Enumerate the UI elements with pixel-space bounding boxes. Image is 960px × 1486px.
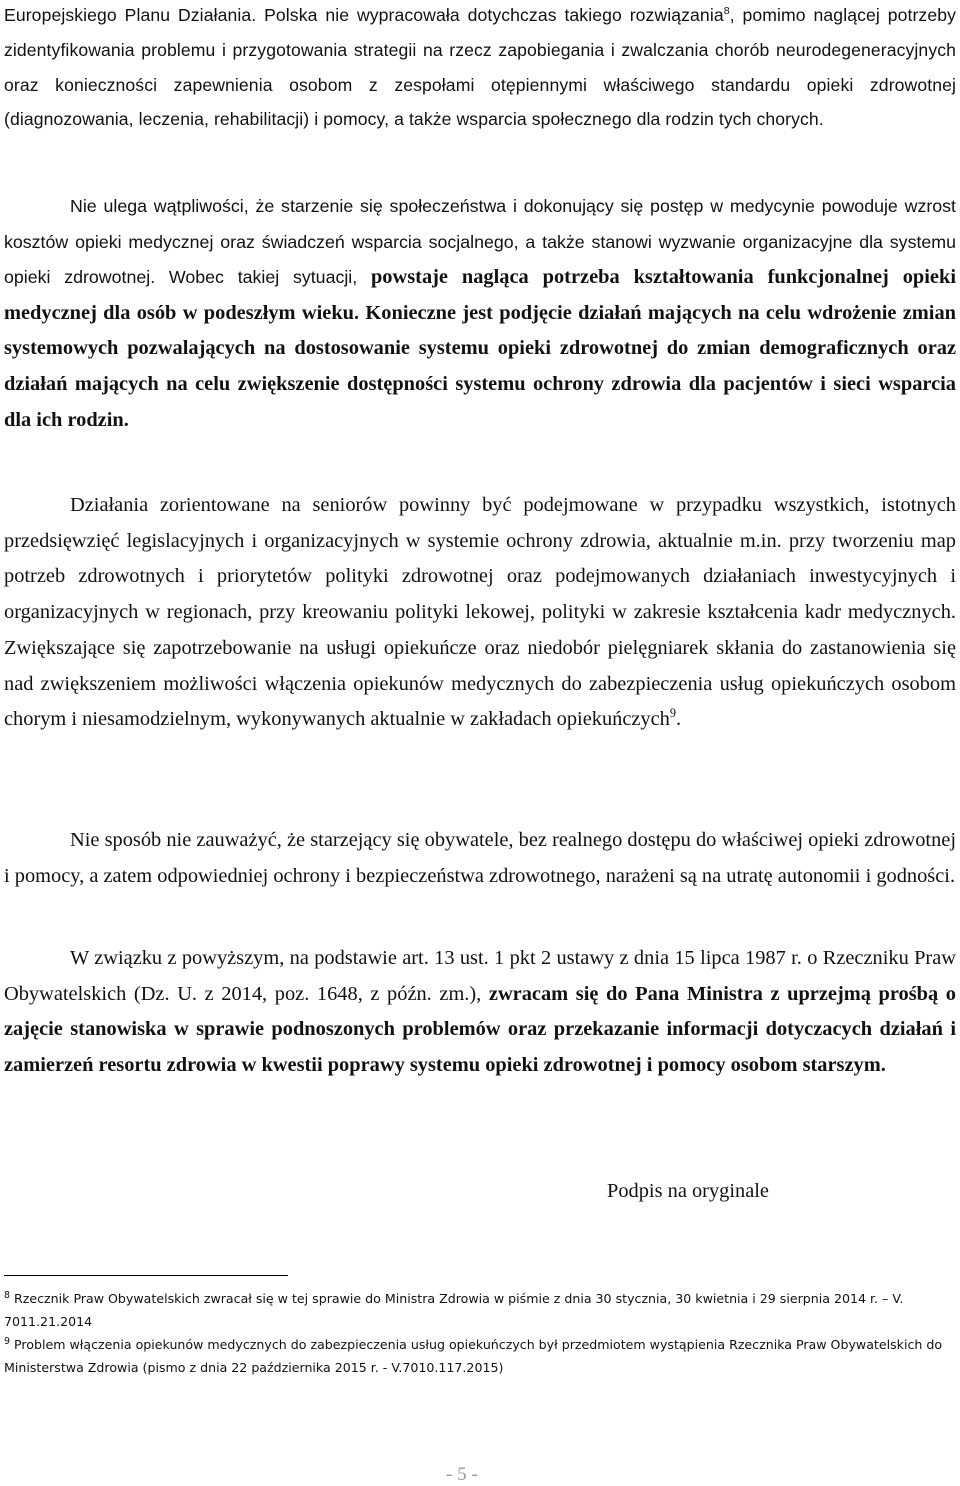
paragraph-2-text: Nie ulega wątpliwości, że starzenie się społeczeństwa i dokonujący się postęp w medycynie powoduje wzrost kosztów opieki medycznej oraz świadczeń wsparcia socjalnego, a także stanowi wyzwanie organizacyjne dla systemu opieki zdrowotnej. Wobec takiej sytuacji, [4,196,956,288]
footnote-9-number: 9 [4,1335,11,1347]
footnote-ref-8[interactable]: 8 [723,5,730,18]
paragraph-1 [4,0,956,137]
paragraph-1-text: Europejskiego Planu Działania. Polska nie wypracowała dotychczas takiego rozwiązania [4,5,724,25]
paragraph-3-text: Działania zorientowane na seniorów powinny być podejmowane w przypadku wszystkich, istotnych przedsięwzięć legislacyjnych i organizacyjnych w systemie ochrony zdrowia, aktualnie m.in. przy tworzeniu map potrzeb zdrowotnych i priorytetów polityki zdrowotnej oraz podejmowanych działaniach inwestycyjnych i organizacyjnych w regionach, przy kreowaniu polityki lekowej, polityki w zakresie kształcenia kadr medycznych. Zwiększające się zapotrzebowanie na usługi opiekuńcze oraz niedobór pielęgniarek skłania do zastanowienia się nad zwiększeniem możliwości włączenia opiekunów medycznych do zabezpieczenia usług opiekuńczych osobom chorym i niesamodzielnym, wykonywanych aktualnie w zakładach opiekuńczych [4,494,956,731]
signature-note: Podpis na oryginale [607,1180,769,1202]
paragraph-3 [4,488,956,738]
paragraph-5 [4,941,956,1084]
footnote-8-number: 8 [4,1289,11,1301]
paragraph-2-bold: powstaje nagląca potrzeba kształtowania funkcjonalnej opieki medycznej dla osób w podeszłym wieku. Konieczne jest podjęcie działań mających na celu wdrożenie zmian systemowych pozwalających na dostosowanie systemu opieki zdrowotnej do zmian demograficznych oraz działań mających na celu zwiększenie dostępności systemu ochrony zdrowia dla pacjentów i sieci wsparcia dla ich rodzin. [4,266,956,431]
footnote-9 [4,1333,956,1379]
footnote-separator [4,1275,288,1276]
footnote-8 [4,1287,956,1333]
page-number: - 5 - [446,1464,478,1485]
paragraph-4-text: Nie sposób nie zauważyć, że starzejący się obywatele, bez realnego dostępu do właściwej opieki zdrowotnej i pomocy, a zatem odpowiedniej ochrony i bezpieczeństwa zdrowotnego, narażeni są na utratę autonomii i godności. [4,829,956,887]
paragraph-5-text: W związku z powyższym, na podstawie art. 13 ust. 1 pkt 2 ustawy z dnia 15 lipca 1987 r. o Rzeczniku Praw Obywatelskich (Dz. U. z 2014, poz. 1648, z późn. zm.), [4,947,956,1005]
footnote-8-text: Rzecznik Praw Obywatelskich zwracał się w tej sprawie do Ministra Zdrowia w piśmie z dnia 30 stycznia, 30 kwietnia i 29 sierpnia 2014 r. – V. 7011.21.2014 [4,1291,904,1329]
footnote-ref-9[interactable]: 9 [669,706,676,721]
paragraph-1-text-cont: , pomimo naglącej potrzeby zidentyfikowania problemu i przygotowania strategii na rzecz zapobiegania i zwalczania chorób neurodegeneracyjnych oraz konieczności zapewnienia osobom z zespołami otępiennymi właściwego standardu opieki zdrowotnej (diagnozowania, leczenia, rehabilitacji) i pomocy, a także wsparcia społecznego dla rodzin tych chorych. [4,5,956,130]
paragraph-3-text-cont: . [676,708,682,731]
paragraph-5-bold: zwracam się do Pana Ministra z uprzejmą prośbą o zajęcie stanowiska w sprawie podnoszonych problemów oraz przekazanie informacji dotyczacych działań i zamierzeń resortu zdrowia w kwestii poprawy systemu opieki zdrowotnej i pomocy osobom starszym. [4,982,957,1077]
paragraph-2 [4,189,956,438]
footnote-9-text: Problem włączenia opiekunów medycznych do zabezpieczenia usług opiekuńczych był przedmiotem wystąpienia Rzecznika Praw Obywatelskich do Ministerstwa Zdrowia (pismo z dnia 22 października 2015 r. - V.7010.117.2015) [4,1337,943,1375]
paragraph-4 [4,823,956,894]
